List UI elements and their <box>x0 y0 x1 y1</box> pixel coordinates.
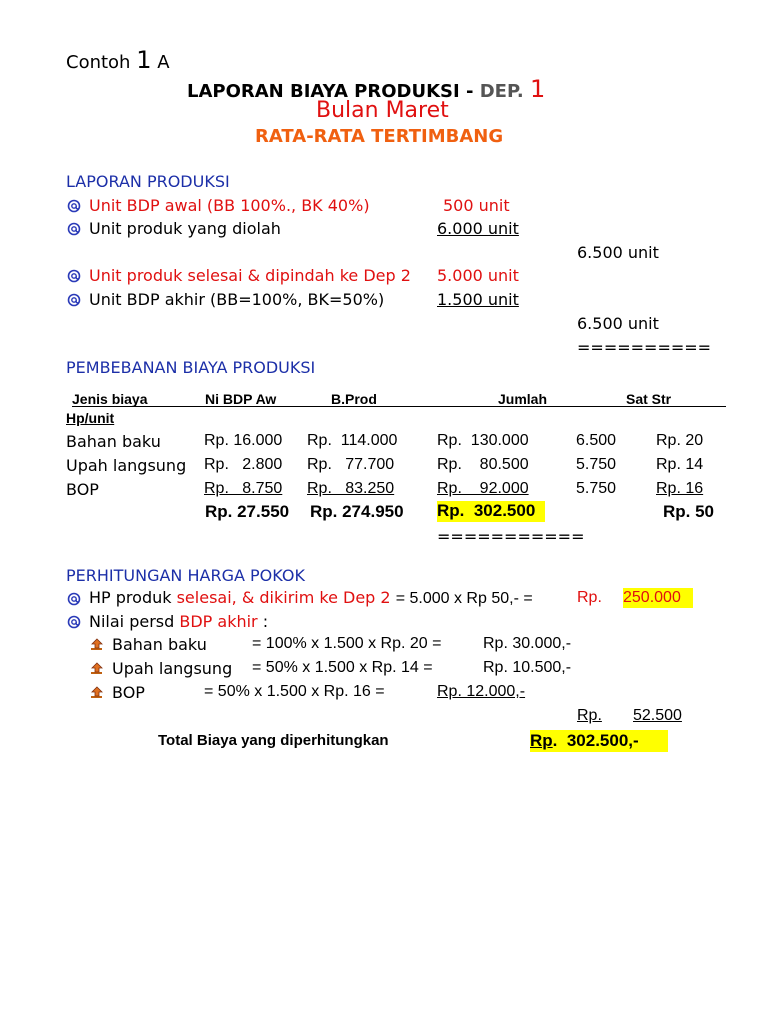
row-jenis: Upah langsung <box>66 456 187 475</box>
produk-selesai-label: Unit produk selesai & dipindah ke Dep 2 <box>89 266 411 285</box>
col-header-bprod: B.Prod <box>331 391 377 407</box>
row-sat: 5.750 <box>576 456 617 473</box>
col-header-jumlah: Jumlah <box>498 391 548 407</box>
row-ni-bdp: Rp. 8.750 <box>204 480 283 497</box>
row-ni-bdp: Rp. 2.800 <box>204 456 283 473</box>
arrow-bullet-icon <box>90 662 104 676</box>
row-jumlah: Rp. 80.500 <box>437 456 529 473</box>
at-bullet-icon <box>66 268 82 284</box>
at-bullet-icon <box>66 292 82 308</box>
subtotal-input-units: 6.500 unit <box>577 243 659 262</box>
hp-produk-rp: Rp. <box>577 589 602 606</box>
bdp-awal-value: 500 unit <box>443 196 510 215</box>
produk-diolah-value: 6.000 unit <box>437 219 519 238</box>
at-bullet-icon <box>66 221 82 237</box>
section-heading-harga-pokok: PERHITUNGAN HARGA POKOK <box>66 566 305 585</box>
hp-produk-value: 250.000 <box>623 588 693 608</box>
at-bullet-icon <box>66 198 82 214</box>
item-value: Rp. 10.500,- <box>483 659 572 676</box>
row-sat: 5.750 <box>576 480 617 497</box>
item-value: Rp. 30.000,- <box>483 635 572 652</box>
row-jenis: Bahan baku <box>66 432 161 451</box>
item-formula: = 100% x 1.500 x Rp. 20 = <box>252 635 442 652</box>
col-header-ni-bdp: Ni BDP Aw <box>205 391 277 407</box>
total-label: Total Biaya yang diperhitungkan <box>158 732 389 749</box>
total-bprod: Rp. 274.950 <box>310 502 404 521</box>
col-header-jenis: Jenis biaya <box>72 391 148 407</box>
item-label: BOP <box>112 683 145 702</box>
total-ni-bdp: Rp. 27.550 <box>205 502 290 521</box>
arrow-bullet-icon <box>90 638 104 652</box>
bdp-akhir-label: Unit BDP akhir (BB=100%, BK=50%) <box>89 290 385 309</box>
row-jumlah: Rp. 92.000 <box>437 480 529 497</box>
arrow-bullet-icon <box>90 686 104 700</box>
total-value: Rp. 302.500,- <box>530 730 668 752</box>
row-bprod: Rp. 114.000 <box>307 432 398 449</box>
bdp-awal-label: Unit BDP awal (BB 100%., BK 40%) <box>89 196 370 215</box>
total-jumlah: Rp. 302.500 <box>437 501 545 522</box>
row-jenis: BOP <box>66 480 99 499</box>
row-bprod: Rp. 83.250 <box>307 480 395 497</box>
header-underline <box>72 406 726 407</box>
subtotal-value: 52.500 <box>633 707 682 724</box>
at-bullet-icon <box>66 614 82 630</box>
row-ni-bdp: Rp. 16.000 <box>204 432 283 449</box>
row-bprod: Rp. 77.700 <box>307 456 395 473</box>
double-underline: ========== <box>577 338 712 357</box>
bdp-akhir-value: 1.500 unit <box>437 290 519 309</box>
report-method: RATA-RATA TERTIMBANG <box>255 126 504 147</box>
row-hp: Rp. 14 <box>656 456 704 473</box>
col-header-sat-str: Sat Str <box>626 391 672 407</box>
section-heading-laporan-produksi: LAPORAN PRODUKSI <box>66 172 230 191</box>
row-hp: Rp. 16 <box>656 480 704 497</box>
subtotal-output-units: 6.500 unit <box>577 314 659 333</box>
item-label: Upah langsung <box>112 659 233 678</box>
report-title: LAPORAN BIAYA PRODUKSI - DEP. 1 <box>187 75 546 103</box>
total-hp: Rp. 50 <box>663 502 715 521</box>
example-label: Contoh 1 A <box>66 46 170 74</box>
row-jumlah: Rp. 130.000 <box>437 432 529 449</box>
item-formula: = 50% x 1.500 x Rp. 16 = <box>204 683 385 700</box>
hp-produk-line: HP produk selesai, & dikirim ke Dep 2 = 5.000 x Rp 50,- = <box>89 588 533 607</box>
section-heading-pembebanan: PEMBEBANAN BIAYA PRODUKSI <box>66 358 316 377</box>
produk-selesai-value: 5.000 unit <box>437 266 519 285</box>
at-bullet-icon <box>66 591 82 607</box>
row-sat: 6.500 <box>576 432 617 449</box>
report-month: Bulan Maret <box>316 98 449 123</box>
item-formula: = 50% x 1.500 x Rp. 14 = <box>252 659 433 676</box>
row-hp: Rp. 20 <box>656 432 704 449</box>
subtotal-rp: Rp. <box>577 707 602 724</box>
double-underline: =========== <box>437 527 585 546</box>
produk-diolah-label: Unit produk yang diolah <box>89 219 281 238</box>
nilai-persd-line: Nilai persd BDP akhir : <box>89 612 269 631</box>
col-header-hp-unit: Hp/unit <box>66 410 115 426</box>
item-label: Bahan baku <box>112 635 207 654</box>
item-value: Rp. 12.000,- <box>437 683 526 700</box>
